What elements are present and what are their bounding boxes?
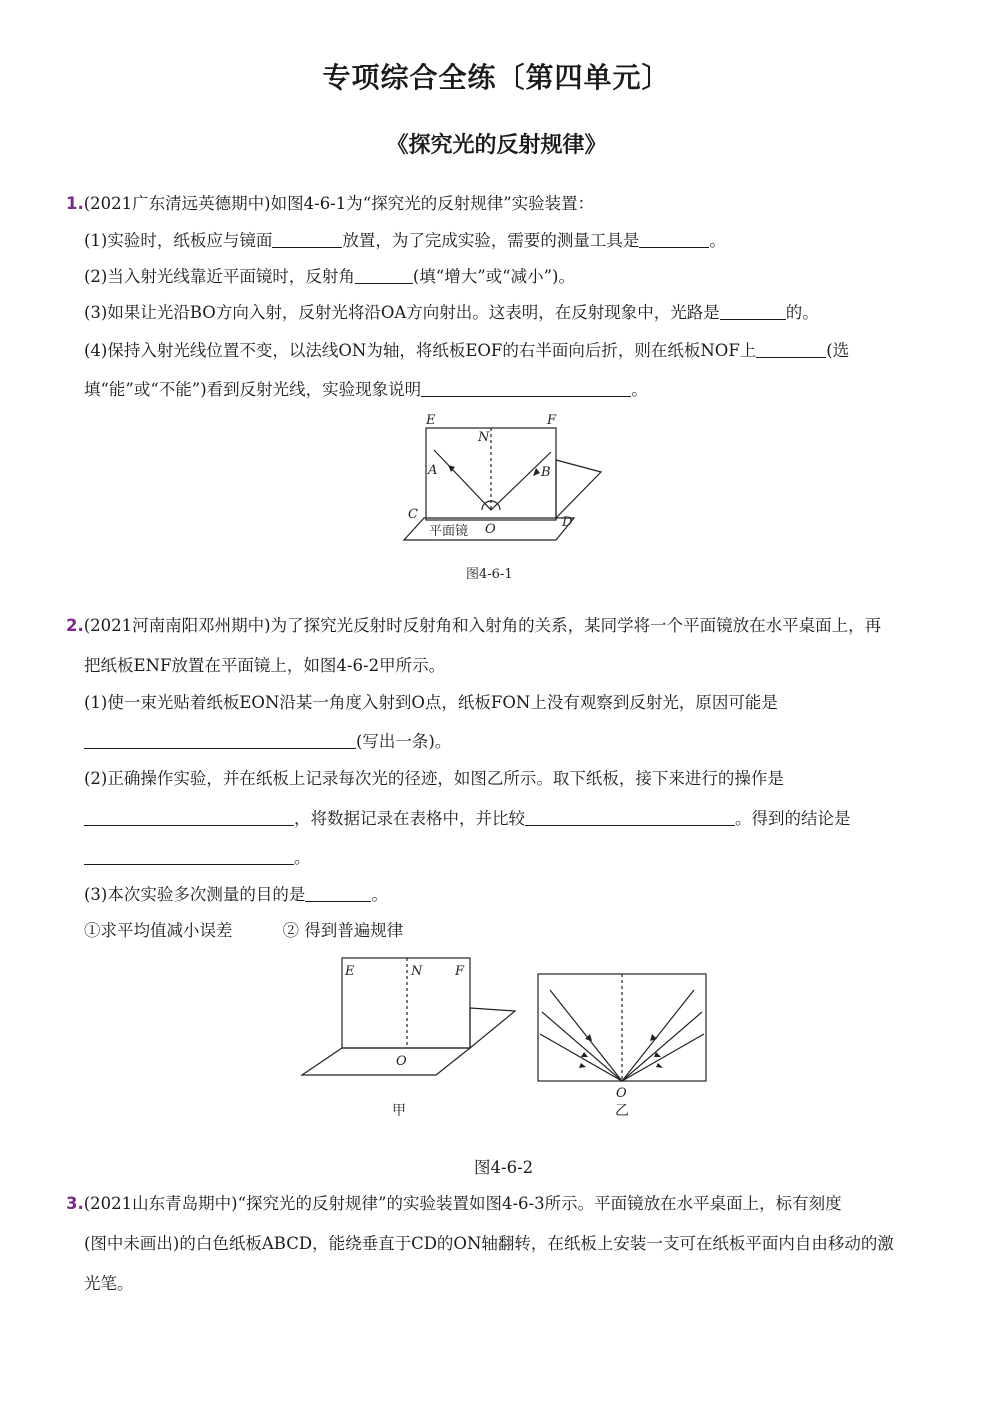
q2-blank-2[interactable] bbox=[84, 809, 294, 826]
q1-part4-text-c: 填“能”或“不能”)看到反射光线，实验现象说明 bbox=[84, 380, 422, 399]
q2-part1-text-a: (1)使一束光贴着纸板EON沿某一角度入射到O点，纸板FON上没有观察到反射光，原因可能是 bbox=[84, 693, 778, 712]
q3-stem-3: 光笔。 bbox=[84, 1274, 134, 1293]
q1-part1-text-a: (1)实验时，纸板应与镜面 bbox=[84, 231, 273, 250]
label-n: N bbox=[478, 430, 490, 445]
q2-part3-text-a: (3)本次实验多次测量的目的是 bbox=[84, 885, 306, 904]
q1-part4 bbox=[84, 337, 849, 361]
q2-part2 bbox=[84, 765, 784, 789]
arrow-in-2 bbox=[581, 1052, 588, 1057]
q1-blank-6[interactable] bbox=[421, 380, 631, 397]
label-d: D bbox=[562, 515, 573, 530]
q2-blank-1[interactable] bbox=[84, 732, 356, 749]
q1-part3-text-a: (3)如果让光沿BO方向入射，反射光将沿OA方向射出。这表明，在反射现象中，光路是 bbox=[84, 303, 720, 322]
page-title: 专项综合全练〔第四单元〕 bbox=[322, 61, 671, 94]
label-f: F bbox=[455, 964, 465, 979]
q2-part2-text-c: 。得到的结论是 bbox=[735, 809, 851, 828]
q1-part3 bbox=[84, 299, 819, 323]
q1-part2 bbox=[84, 263, 575, 287]
label-yi: 乙 bbox=[615, 1103, 629, 1119]
q2-blank-5[interactable] bbox=[305, 885, 371, 902]
q2-stem: (2021河南南阳邓州期中)为了探究光反射时反射角和入射角的关系，某同学将一个平面镜放在水平桌面上，再 bbox=[83, 616, 882, 635]
label-o: O bbox=[485, 522, 496, 537]
q2-option-1[interactable]: ①求平均值减小误差 bbox=[84, 921, 233, 940]
q1-number: 1. bbox=[66, 194, 84, 213]
label-n: N bbox=[411, 964, 423, 979]
q1-stem: (2021广东清远英德期中)如图4-6-1为“探究光的反射规律”实验装置： bbox=[83, 194, 595, 213]
q2-stem-line bbox=[66, 612, 881, 636]
q2-stem-line-2 bbox=[84, 652, 445, 676]
q2-part2-text-d: 。 bbox=[294, 848, 311, 867]
q1-part2-text-a: (2)当入射光线靠近平面镜时，反射角 bbox=[84, 267, 355, 286]
q1-part1-text-b: 放置，为了完成实验，需要的测量工具是 bbox=[342, 231, 640, 250]
label-e: E bbox=[426, 413, 436, 428]
figure-4-6-2-caption: 图4-6-2 bbox=[474, 1158, 534, 1177]
figure-4-6-2-jia bbox=[290, 955, 520, 1125]
q3-stem-line bbox=[66, 1190, 842, 1214]
q1-part4-cont bbox=[84, 376, 648, 400]
label-o: O bbox=[616, 1086, 627, 1101]
q3-stem-line-2 bbox=[84, 1230, 894, 1254]
q1-part4-text-a: (4)保持入射光线位置不变，以法线ON为轴，将纸板EOF的右半面向后折，则在纸板NOF上 bbox=[84, 341, 757, 360]
q2-options bbox=[84, 917, 403, 941]
q2-part1-text-b: (写出一条)。 bbox=[356, 732, 452, 751]
q1-blank-4[interactable] bbox=[720, 303, 786, 320]
q1-part4-text-b: (选 bbox=[826, 341, 850, 360]
label-o: O bbox=[396, 1054, 407, 1069]
q2-part2-text-b: ，将数据记录在表格中，并比较 bbox=[294, 809, 525, 828]
q2-part2-text-a: (2)正确操作实验，并在纸板上记录每次光的径迹，如图乙所示。取下纸板，接下来进行的操作是 bbox=[84, 769, 784, 788]
label-a: A bbox=[428, 463, 438, 478]
q3-stem-2: (图中未画出)的白色纸板ABCD，能绕垂直于CD的ON轴翻转，在纸板上安装一支可在纸板平面内自由移动的激 bbox=[84, 1234, 894, 1253]
mirror-label: 平面镜 bbox=[429, 524, 469, 539]
q3-stem: (2021山东青岛期中)“探究光的反射规律”的实验装置如图4-6-3所示。平面镜放在水平桌面上，标有刻度 bbox=[83, 1194, 842, 1213]
q2-blank-3[interactable] bbox=[525, 809, 735, 826]
cardboard-fold bbox=[556, 460, 601, 518]
q2-option-2[interactable]: ② 得到普遍规律 bbox=[282, 921, 404, 940]
label-f: F bbox=[547, 413, 557, 428]
figure-4-6-1 bbox=[396, 410, 611, 590]
q2-part3-text-b: 。 bbox=[371, 885, 388, 904]
figure-4-6-1-caption: 图4-6-1 bbox=[466, 567, 513, 582]
figure-4-6-2-yi bbox=[536, 970, 711, 1125]
q1-stem-line bbox=[66, 190, 594, 214]
q2-part1 bbox=[84, 689, 778, 713]
q3-stem-line-3 bbox=[84, 1270, 134, 1294]
q1-part4-text-d: 。 bbox=[631, 380, 648, 399]
q3-number: 3. bbox=[66, 1194, 84, 1213]
q1-blank-1[interactable] bbox=[272, 231, 342, 248]
q2-part1-cont bbox=[84, 728, 451, 752]
q2-part3 bbox=[84, 881, 388, 905]
cardboard-enf bbox=[342, 958, 470, 1048]
cardboard-fold bbox=[470, 1008, 515, 1048]
label-jia: 甲 bbox=[392, 1103, 406, 1119]
q1-blank-2[interactable] bbox=[639, 231, 709, 248]
page-subtitle: 《探究光的反射规律》 bbox=[386, 133, 607, 158]
q1-part1 bbox=[84, 227, 726, 251]
q2-stem-2: 把纸板ENF放置在平面镜上，如图4-6-2甲所示。 bbox=[84, 656, 446, 675]
q1-part2-text-b: (填“增大”或“减小”)。 bbox=[412, 267, 575, 286]
q2-part2-cont2 bbox=[84, 844, 311, 868]
arrow-out-3 bbox=[656, 1063, 663, 1068]
q2-number: 2. bbox=[66, 616, 84, 635]
q2-blank-4[interactable] bbox=[84, 848, 294, 865]
q1-part1-text-c: 。 bbox=[709, 231, 726, 250]
q1-blank-3[interactable] bbox=[355, 267, 413, 284]
q2-part2-cont bbox=[84, 805, 851, 829]
label-b: B bbox=[541, 465, 551, 480]
label-c: C bbox=[408, 507, 418, 522]
arrow-in-3 bbox=[579, 1063, 586, 1068]
q1-blank-5[interactable] bbox=[756, 341, 826, 358]
label-e: E bbox=[345, 964, 355, 979]
q1-part3-text-b: 的。 bbox=[785, 303, 819, 322]
plane-mirror bbox=[302, 1048, 470, 1075]
